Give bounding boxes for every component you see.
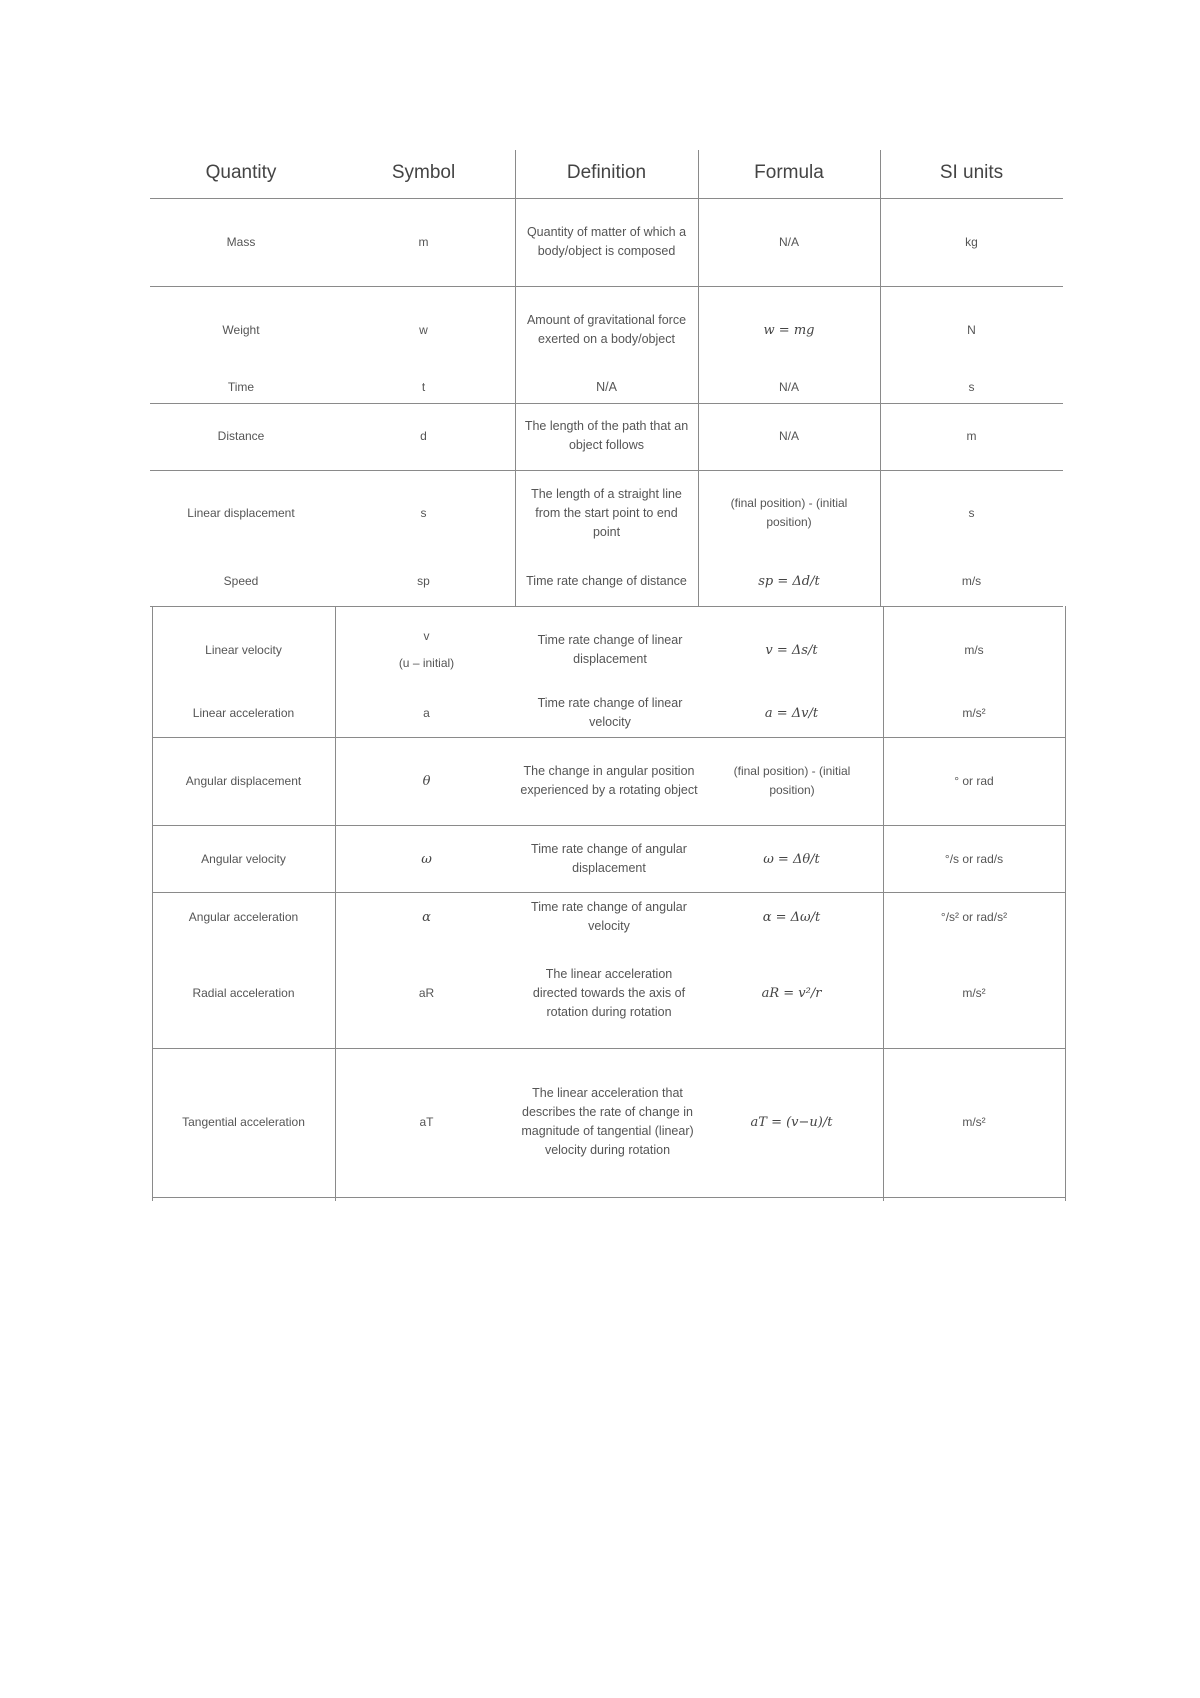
- table-cell-definition: Time rate change of distance: [526, 573, 687, 588]
- table-cell-formula: [700, 627, 883, 673]
- table-cell-definition: The linear acceleration directed towards the axis of rotation during rotation: [532, 966, 686, 1019]
- table-cell-quantity: Angular velocity: [201, 851, 286, 866]
- table-cell-symbol: aR: [418, 985, 435, 1000]
- symbol-angular-velocity: ω: [421, 851, 432, 867]
- table-cell-units: °/s or rad/s: [944, 851, 1004, 866]
- symbol-angular-displacement: θ: [422, 773, 431, 789]
- table-cell-quantity: Angular acceleration: [188, 909, 299, 924]
- table-cell-symbol: d: [420, 428, 427, 443]
- table-cell-formula: (final position) - (initial position): [733, 764, 851, 797]
- table-cell-formula: [700, 1072, 883, 1172]
- table-cell-units: N: [967, 322, 976, 337]
- header-definition: Definition: [566, 162, 647, 183]
- table-cell-symbol: [335, 836, 518, 882]
- table-cell-definition: Quantity of matter of which a body/object is composed: [526, 225, 687, 258]
- table-cell-quantity: Linear acceleration: [192, 705, 295, 720]
- symbol-note: (u – initial): [398, 656, 455, 670]
- formula-radial-acceleration: aR = v²/r: [761, 985, 822, 1001]
- table-cell-units: m/s²: [962, 985, 986, 1000]
- divider: [152, 825, 1065, 826]
- divider: [150, 606, 1063, 607]
- divider: [152, 892, 1065, 893]
- table-cell-quantity: Weight: [222, 322, 260, 337]
- table-cell-symbol: s: [420, 505, 427, 520]
- table-cell-quantity: Linear velocity: [205, 642, 282, 657]
- table-cell-symbol: [335, 750, 518, 812]
- formula-tangential-acceleration: aT = (v−u)/t: [750, 1114, 833, 1130]
- table-cell-symbol: aT: [419, 1114, 434, 1129]
- table-cell-symbol: a: [423, 705, 430, 720]
- table-cell-definition: Time rate change of linear velocity: [537, 696, 683, 729]
- symbol-linear-velocity: v: [423, 629, 430, 643]
- divider: [1065, 606, 1066, 1201]
- table-cell-quantity: Linear displacement: [187, 505, 295, 520]
- table-cell-units: kg: [965, 234, 978, 249]
- table-cell-quantity: Distance: [217, 428, 265, 443]
- formula-linear-acceleration: a = Δv/t: [764, 705, 819, 721]
- table-cell-definition: The change in angular position experienced by a rotating object: [520, 764, 698, 797]
- header-si-units: SI units: [939, 162, 1004, 183]
- divider: [150, 198, 1063, 199]
- table-cell-units: s: [968, 379, 975, 394]
- table-cell-formula: N/A: [778, 234, 799, 249]
- table-cell-definition: The linear acceleration that describes the rate of change in magnitude of tangential (linear) velocity during rotation: [521, 1086, 694, 1157]
- table-cell-formula: [698, 307, 880, 353]
- table-cell-definition: The length of a straight line from the start point to end point: [531, 486, 682, 539]
- divider: [152, 737, 1065, 738]
- formula-linear-velocity: v = Δs/t: [765, 642, 818, 658]
- header-quantity: Quantity: [205, 162, 277, 183]
- table-cell-formula: N/A: [778, 428, 799, 443]
- formula-weight: w = mg: [763, 322, 815, 338]
- table-cell-formula: [700, 962, 883, 1024]
- header-formula: Formula: [754, 162, 824, 183]
- divider: [150, 286, 1063, 287]
- table-cell-units: m/s²: [962, 1114, 986, 1129]
- table-cell-formula: (final position) - (initial position): [730, 496, 848, 529]
- formula-angular-acceleration: α = Δω/t: [762, 909, 821, 925]
- table-cell-symbol: t: [421, 379, 426, 394]
- table-cell-formula: [700, 690, 883, 736]
- table-cell-quantity: Mass: [226, 234, 256, 249]
- divider: [152, 1197, 1065, 1198]
- table-cell-units: °/s² or rad/s²: [940, 909, 1008, 924]
- table-cell-quantity: Radial acceleration: [192, 985, 295, 1000]
- table-cell-formula: [698, 566, 880, 596]
- table-cell-units: m/s: [961, 573, 982, 588]
- table-cell-formula: N/A: [778, 379, 799, 394]
- table-cell-quantity: Tangential acceleration: [182, 1114, 305, 1129]
- table-cell-quantity: Angular displacement: [185, 773, 302, 788]
- table-cell-symbol: m: [418, 234, 429, 249]
- table-cell-quantity: Time: [227, 379, 255, 394]
- formula-angular-velocity: ω = Δθ/t: [763, 851, 820, 867]
- table-cell-symbol: sp: [417, 573, 430, 588]
- symbol-angular-acceleration: α: [422, 909, 431, 925]
- divider: [152, 1048, 1065, 1049]
- table-cell-units: s: [968, 505, 975, 520]
- divider: [515, 150, 516, 606]
- table-cell-quantity: Speed: [223, 573, 259, 588]
- table-cell-units: ° or rad: [954, 773, 994, 788]
- table-cell-formula: [700, 836, 883, 882]
- divider: [150, 403, 1063, 404]
- table-cell-definition: N/A: [596, 379, 617, 394]
- table-cell-symbol: [335, 894, 518, 940]
- divider: [150, 470, 1063, 471]
- table-cell-formula: [700, 894, 883, 940]
- header-symbol: Symbol: [391, 162, 456, 183]
- table-cell-units: m/s: [964, 642, 984, 657]
- table-cell-symbol: [335, 622, 518, 678]
- table-cell-units: m: [966, 428, 977, 443]
- table-cell-definition: Amount of gravitational force exerted on a body/object: [526, 313, 687, 346]
- formula-speed: sp = Δd/t: [758, 573, 820, 589]
- table-cell-definition: Time rate change of angular velocity: [531, 900, 687, 933]
- table-cell-definition: The length of the path that an object follows: [524, 419, 689, 452]
- table-cell-definition: Time rate change of angular displacement: [531, 842, 687, 875]
- table-cell-units: m/s²: [962, 705, 986, 720]
- table-cell-symbol: w: [419, 322, 428, 337]
- table-cell-definition: Time rate change of linear displacement: [537, 633, 683, 666]
